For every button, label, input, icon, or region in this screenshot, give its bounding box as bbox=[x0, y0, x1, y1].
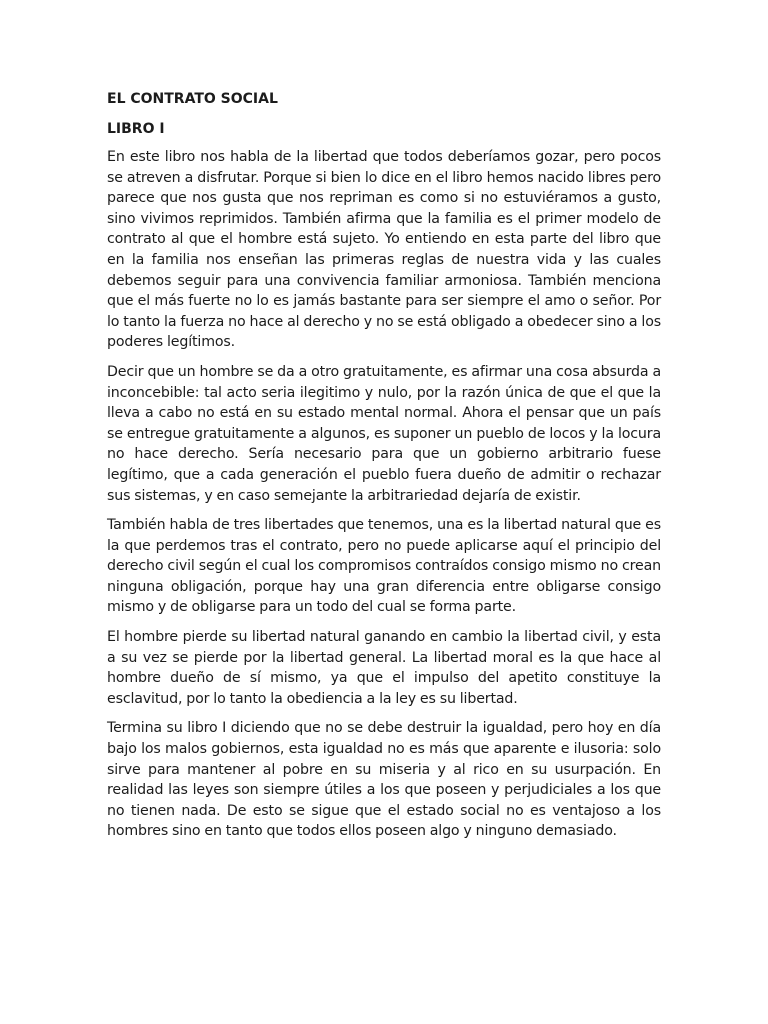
paragraph-4: El hombre pierde su libertad natural ganando en cambio la libertad civil, y esta a su vez se pierde por la libertad general. La libertad moral es la que hace al hombre dueño de sí mismo, ya que el impulso del apetito constituye la esclavitud, por lo tanto la obediencia a la ley es su libertad. bbox=[107, 629, 661, 707]
paragraph-1: En este libro nos habla de la libertad que todos deberíamos gozar, pero pocos se atreven a disfrutar. Porque si bien lo dice en el libro hemos nacido libres pero parece que nos gusta que nos repriman es como si no estuviéramos a gusto, sino vivimos reprimidos. También afirma que la familia es el primer modelo de contrato al que el hombre está sujeto. Yo entiendo en esta parte del libro que en la familia nos enseñan las primeras reglas de nuestra vida y las cuales debemos seguir para una convivencia familiar armoniosa. También menciona que el más fuerte no lo es jamás bastante para ser siempre el amo o señor. Por lo tanto la fuerza no hace al derecho y no se está obligado a obedecer sino a los poderes legítimos. bbox=[107, 149, 661, 351]
paragraph-3: También habla de tres libertades que tenemos, una es la libertad natural que es la que perdemos tras el contrato, pero no puede aplicarse aquí el principio del derecho civil según el cual los compromisos contraídos consigo mismo no crean ninguna obligación, porque hay una gran diferencia entre obligarse consigo mismo y de obligarse para un todo del cual se forma parte. bbox=[107, 517, 661, 616]
document-title: EL CONTRATO SOCIAL bbox=[107, 91, 278, 107]
document-subtitle: LIBRO I bbox=[107, 121, 165, 137]
document-page bbox=[107, 88, 661, 851]
paragraph-5: Termina su libro I diciendo que no se debe destruir la igualdad, pero hoy en día bajo los malos gobiernos, esta igualdad no es más que aparente e ilusoria: solo sirve para mantener al pobre en su miseria y al rico en su usurpación. En realidad las leyes son siempre útiles a los que poseen y perjudiciales a los que no tienen nada. De esto se sigue que el estado social no es ventajoso a los hombres sino en tanto que todos ellos poseen algo y ninguno demasiado. bbox=[107, 720, 661, 840]
paragraph-2: Decir que un hombre se da a otro gratuitamente, es afirmar una cosa absurda a inconcebible: tal acto seria ilegitimo y nulo, por la razón única de que el que la lleva a cabo no está en su estado mental normal. Ahora el pensar que un país se entregue gratuitamente a algunos, es suponer un pueblo de locos y la locura no hace derecho. Sería necesario para que un gobierno arbitrario fuese legítimo, que a cada generación el pueblo fuera dueño de admitir o rechazar sus sistemas, y en caso semejante la arbitrariedad dejaría de existir. bbox=[107, 363, 661, 504]
